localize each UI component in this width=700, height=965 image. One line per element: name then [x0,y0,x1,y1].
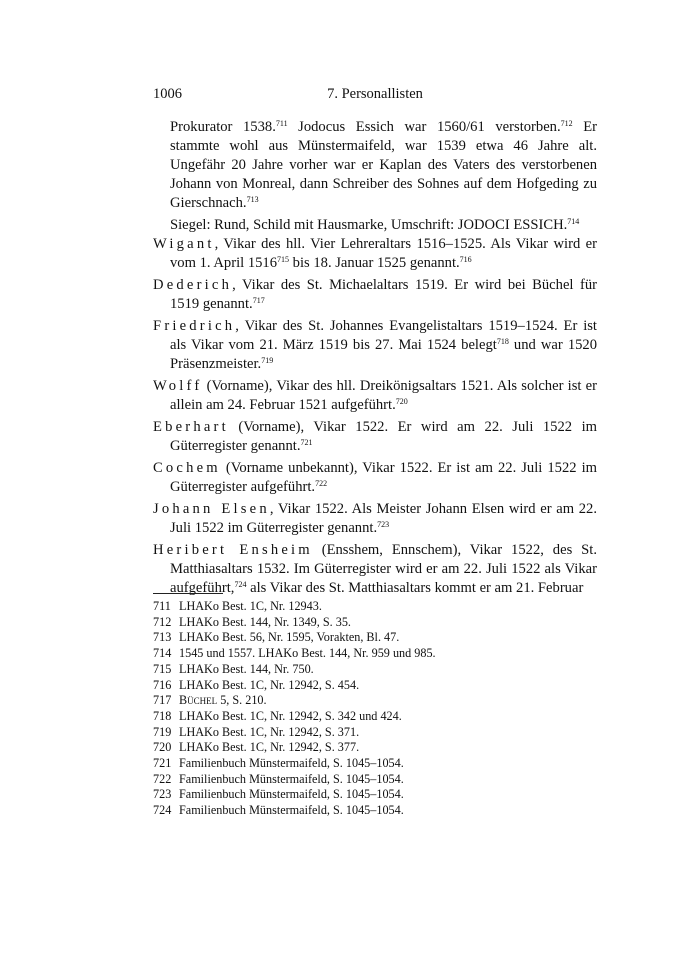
footnote-number: 712 [153,614,172,629]
entry-paragraph [153,118,597,213]
page-number: 1006 [153,86,182,102]
entry-text: (Vorname), Vikar 1522. Er wird am 22. Juli 1522 im Güterregister genannt. [170,419,597,454]
footnote-text: LHAKo Best. 1C, Nr. 12943. [179,599,322,613]
footnote [153,756,597,772]
footnote-text: Familienbuch Münstermaifeld, S. 1045–1054. [179,756,404,771]
entry-name: Dederich [153,277,233,293]
footnote [153,787,597,803]
footnote-ref: 723 [377,520,390,529]
footnote-ref: 715 [277,255,290,264]
footnote-ref: 712 [560,119,573,128]
footnote-author: Büchel [179,693,218,708]
footnote-text: LHAKo Best. 1C, Nr. 12942, S. 371. [179,724,360,739]
footnote-number: 715 [153,661,172,676]
footnote-ref: 719 [261,356,274,365]
footnote-number: 718 [153,708,172,723]
footnote [153,662,597,678]
footnote [153,709,597,725]
footnote-number: 716 [153,677,172,692]
entry-text: , Vikar des St. Michaelaltars 1519. Er wird bei Büchel für 1519 genannt. [170,277,597,312]
footnote-number: 722 [153,771,172,786]
running-head [153,86,597,106]
register-entry [153,459,597,497]
footnote-ref: 721 [300,438,313,447]
register-entry [153,500,597,538]
footnote-text: Familienbuch Münstermaifeld, S. 1045–1054. [179,787,404,802]
footnote [153,646,597,662]
entry-text: , Vikar des St. Johannes Evangelistaltars 1519–1524. Er ist als Vikar vom 21. März 1519 bis 27. Mai 1524 belegt [170,318,597,353]
entry-name: Eberhart [153,419,229,435]
entry-text: bis 18. Januar 1525 genannt. [289,255,460,271]
footnote-text: Familienbuch Münstermaifeld, S. 1045–1054. [179,803,404,818]
body-text [153,118,597,601]
footnote-number: 717 [153,693,172,708]
footnote-number: 714 [153,646,172,661]
footnote-number: 719 [153,724,172,739]
register-entry [153,377,597,415]
entry-text: (Vorname unbekannt), Vikar 1522. Er ist am 22. Juli 1522 im Güterregister aufgeführt. [170,460,597,495]
footnote-number: 720 [153,740,172,755]
footnote [153,630,597,646]
entry-text: , Vikar des hll. Vier Lehreraltars 1516–1525. Als Vikar wird er vom 1. April 1516 [170,236,597,271]
footnote-ref: 714 [567,217,580,226]
footnote-text: Familienbuch Münstermaifeld, S. 1045–1054. [179,771,404,786]
footnote-ref: 724 [234,580,247,589]
footnotes [153,599,597,819]
footnote [153,678,597,694]
entry-text: Er stammte wohl aus Münstermaifeld, war 1539 etwa 46 Jahre alt. Ungefähr 20 Jahre vorher war er Kaplan des Vaters des verstorbenen Johann von Monreal, dann Schreiber des Sohnes auf dem Hofgeding zu Gierschnach. [170,119,597,211]
footnote [153,693,597,709]
footnote-text: LHAKo Best. 1C, Nr. 12942, S. 342 und 424. [179,708,402,723]
running-title: 7. Personallisten [327,86,423,102]
entry-name: Friedrich [153,318,236,334]
entry-text: als Vikar des St. Matthiasaltars kommt er am 21. Februar [246,580,584,596]
entry-text: Jodocus Essich war 1560/61 verstorben. [287,119,561,135]
footnote-ref: 720 [395,397,408,406]
footnote-number: 711 [153,599,171,613]
entry-paragraph [153,216,597,235]
entry-name: Wigant [153,236,215,252]
footnote-ref: 717 [252,296,265,305]
entry-text: , Vikar 1522. Als Meister Johann Elsen wird er am 22. Juli 1522 im Güterregister genannt. [170,501,597,536]
entry-text: (Ensshem, Ennschem), Vikar 1522, des St. Matthiasaltars 1532. Im Güterregister wird er am 22. Juli 1522 als Vikar aufgeführt, [170,542,597,596]
register-entry [153,418,597,456]
footnote-number: 724 [153,803,172,818]
register-entry [153,235,597,273]
register-entry [153,541,597,598]
entry-name: Cochem [153,460,221,476]
footnote-ref: 713 [246,195,259,204]
footnote-text: 5, S. 210. [217,693,267,708]
footnote-ref: 711 [275,119,288,128]
footnote [153,803,597,819]
footnote [153,725,597,741]
register-entry [153,317,597,374]
footnote-ref: 716 [459,255,472,264]
footnote-text: LHAKo Best. 1C, Nr. 12942, S. 377. [179,740,360,755]
entry-text: Siegel: Rund, Schild mit Hausmarke, Umschrift: JODOCI ESSICH. [170,217,568,233]
entry-name: Johann Elsen [153,501,270,517]
entry-text: (Vorname), Vikar des hll. Dreikönigsaltars 1521. Als solcher ist er allein am 24. Februar 1521 aufgeführt. [170,378,597,413]
footnote-number: 713 [153,630,172,645]
entry-name: Heribert Ensheim [153,542,313,558]
footnote-ref: 722 [315,479,328,488]
entry-name: Wolff [153,378,203,394]
footnote-number: 723 [153,787,172,802]
footnote-text: 1545 und 1557. LHAKo Best. 144, Nr. 959 und 985. [179,646,436,661]
entry-text: Prokurator 1538. [170,119,276,135]
footnote-number: 721 [153,756,172,771]
footnote-text: LHAKo Best. 144, Nr. 1349, S. 35. [179,614,351,629]
footnote-text: LHAKo Best. 1C, Nr. 12942, S. 454. [179,677,360,692]
footnote [153,740,597,756]
footnote-ref: 718 [496,337,509,346]
entry-text: und war 1520 Präsenzmeister. [170,337,598,372]
footnote-text: LHAKo Best. 56, Nr. 1595, Vorakten, Bl. 47. [179,630,400,645]
footnote [153,615,597,631]
footnote-rule [153,593,223,594]
footnote [153,599,597,615]
register-entry [153,276,597,314]
footnote-text: LHAKo Best. 144, Nr. 750. [179,661,314,676]
footnote [153,772,597,788]
